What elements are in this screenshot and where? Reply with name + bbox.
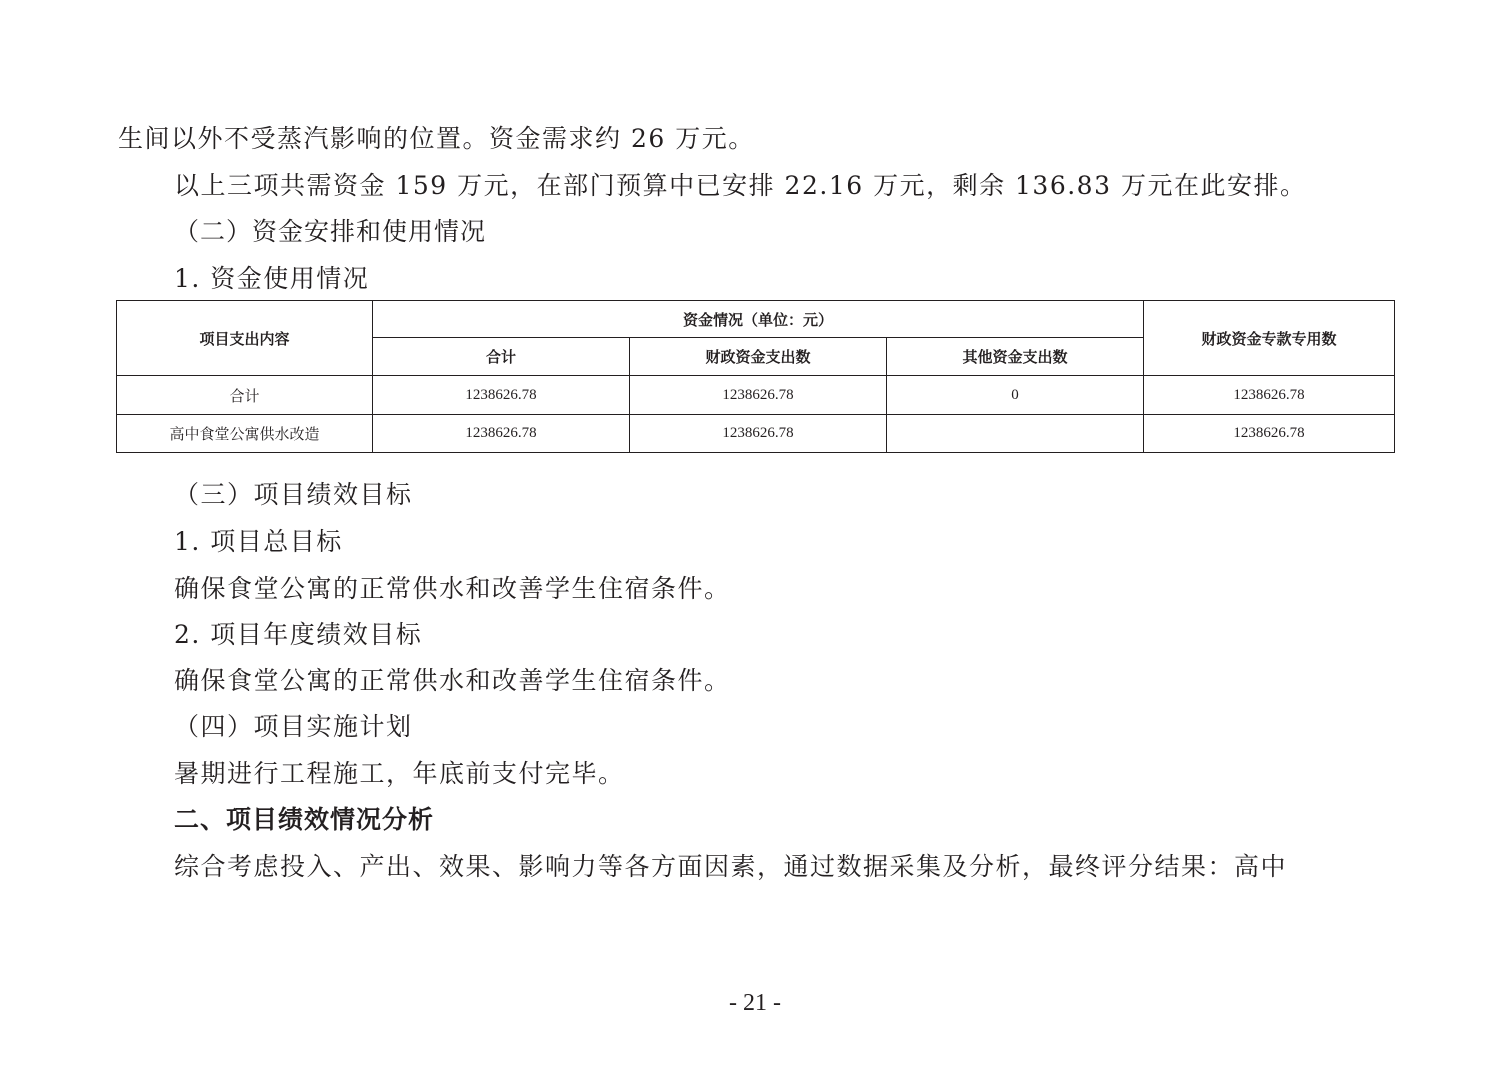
header-funds-group: 资金情况（单位：元） — [373, 301, 1144, 338]
page-number: - 21 - — [729, 990, 781, 1016]
heading-performance-analysis: 二、项目绩效情况分析 — [174, 805, 435, 834]
paragraph-overall-goal: 确保食堂公寓的正常供水和改善学生住宿条件。 — [174, 574, 731, 603]
header-item: 项目支出内容 — [117, 301, 373, 376]
cell-item: 高中食堂公寓供水改造 — [117, 415, 373, 453]
cell-special: 1238626.78 — [1144, 415, 1395, 453]
header-other: 其他资金支出数 — [887, 338, 1144, 376]
heading-performance-goals: （三）项目绩效目标 — [174, 480, 413, 509]
heading-fund-usage: 1. 资金使用情况 — [174, 264, 370, 293]
cell-fiscal: 1238626.78 — [630, 376, 887, 415]
heading-funding-arrangement: （二）资金安排和使用情况 — [174, 217, 487, 246]
paragraph-performance-analysis: 综合考虑投入、产出、效果、影响力等各方面因素，通过数据采集及分析，最终评分结果：高中 — [174, 852, 1288, 881]
header-fiscal: 财政资金支出数 — [630, 338, 887, 376]
paragraph-continuation: 生间以外不受蒸汽影响的位置。资金需求约 26 万元。 — [118, 124, 755, 153]
header-special: 财政资金专款专用数 — [1144, 301, 1395, 376]
cell-item: 合计 — [117, 376, 373, 415]
paragraph-funding-summary: 以上三项共需资金 159 万元，在部门预算中已安排 22.16 万元，剩余 136.83 万元在此安排。 — [174, 171, 1307, 200]
paragraph-implementation-plan: 暑期进行工程施工，年底前支付完毕。 — [174, 759, 625, 788]
heading-annual-goal: 2. 项目年度绩效目标 — [174, 620, 423, 649]
paragraph-annual-goal: 确保食堂公寓的正常供水和改善学生住宿条件。 — [174, 666, 731, 695]
heading-implementation-plan: （四）项目实施计划 — [174, 712, 413, 741]
cell-total: 1238626.78 — [373, 415, 630, 453]
table-row — [117, 415, 1395, 453]
heading-overall-goal: 1. 项目总目标 — [174, 527, 343, 556]
cell-other: 0 — [887, 376, 1144, 415]
fund-usage-table — [116, 300, 1395, 453]
cell-other — [887, 415, 1144, 453]
cell-special: 1238626.78 — [1144, 376, 1395, 415]
table-row — [117, 376, 1395, 415]
header-total: 合计 — [373, 338, 630, 376]
cell-total: 1238626.78 — [373, 376, 630, 415]
cell-fiscal: 1238626.78 — [630, 415, 887, 453]
